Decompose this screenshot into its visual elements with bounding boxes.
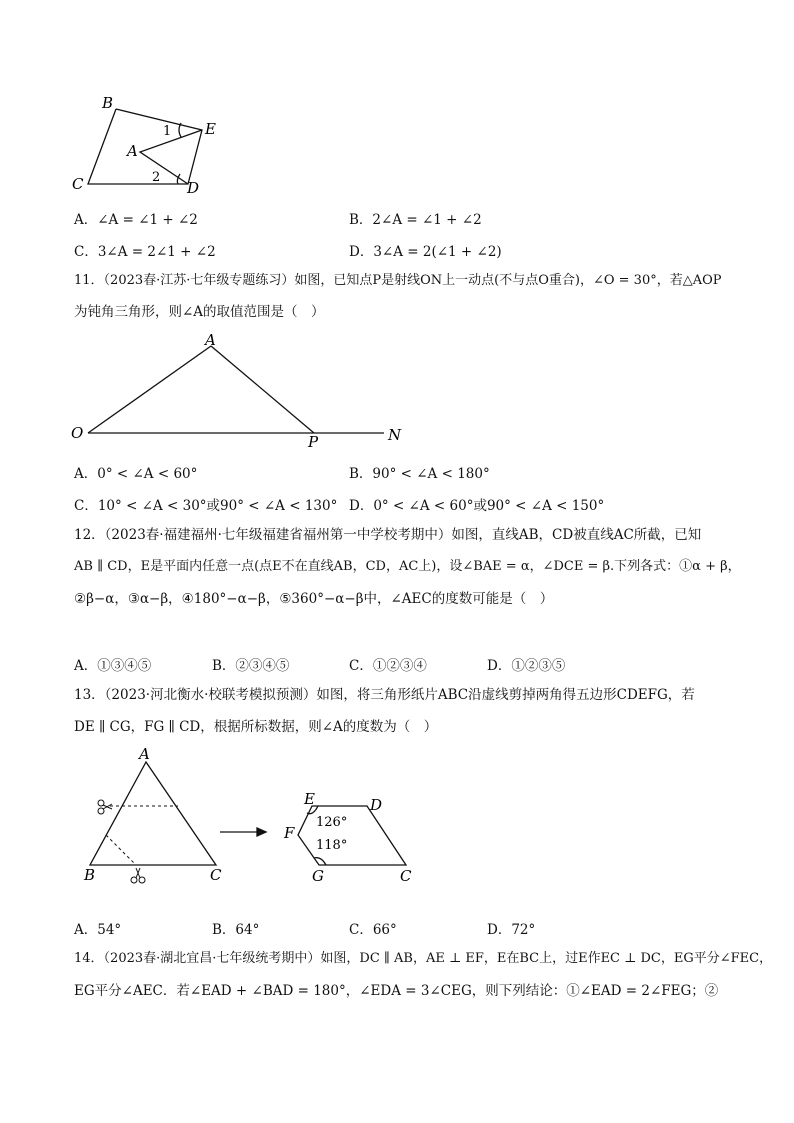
- label-angle-126: 126°: [316, 815, 348, 830]
- option-label: A．: [74, 922, 98, 938]
- label-d: D: [187, 179, 200, 197]
- label-angle-1: 1: [163, 124, 172, 139]
- option-text: 0° < ∠A < 60°或90° < ∠A < 150°: [373, 498, 605, 514]
- label-o: O: [71, 424, 84, 442]
- q10-option-c[interactable]: [74, 240, 216, 260]
- option-text: 3∠A = 2∠1 + ∠2: [97, 244, 216, 260]
- q14-stem-line-2: EG平分∠AEC．若∠EAD + ∠BAD = 180°，∠EDA = 3∠CEG，则下列结论：①∠EAD = 2∠FEG；②: [74, 983, 719, 999]
- option-text: 66°: [372, 922, 397, 938]
- option-label: B．: [212, 922, 236, 938]
- q11-segment-ap: [211, 346, 314, 433]
- label-a: A: [205, 331, 216, 349]
- q12-option-b[interactable]: [212, 654, 289, 674]
- option-label: C．: [74, 244, 98, 260]
- q10-option-d[interactable]: [349, 240, 502, 260]
- option-text: ①②③⑤: [511, 658, 566, 674]
- q13-option-c[interactable]: [349, 918, 397, 938]
- option-text: 3∠A = 2(∠1 + ∠2): [373, 244, 502, 260]
- label-f: F: [284, 824, 295, 842]
- q11-option-a[interactable]: [74, 462, 197, 482]
- option-label: C．: [349, 658, 373, 674]
- option-label: D．: [487, 922, 512, 938]
- option-label: B．: [349, 212, 373, 228]
- q13-option-d[interactable]: [487, 918, 535, 938]
- label-n: N: [388, 426, 402, 444]
- arrow-right-icon: [220, 828, 266, 836]
- label-e: E: [304, 790, 315, 808]
- option-text: 64°: [235, 922, 260, 938]
- q13-option-b[interactable]: [212, 918, 259, 938]
- scissors-icon: [98, 800, 112, 814]
- option-label: D．: [349, 498, 374, 514]
- option-text: 2∠A = ∠1 + ∠2: [372, 212, 482, 228]
- q13-option-a[interactable]: [74, 918, 121, 938]
- option-text: 10° < ∠A < 30°或90° < ∠A < 130°: [97, 498, 338, 514]
- q11-segment-oa: [88, 346, 211, 433]
- q14-stem-line-1: 14．（2023春·湖北宜昌·七年级统考期中）如图，DC ∥ AB，AE ⊥ EF，E在BC上，过E作EC ⊥ DC，EG平分∠FEC，: [74, 951, 773, 966]
- q10-figure: [60, 90, 230, 200]
- q12-option-a[interactable]: [74, 654, 151, 674]
- q11-option-d[interactable]: [349, 494, 604, 514]
- label-g: G: [312, 867, 324, 885]
- q12-stem-line-1: 12．（2023春·福建福州·七年级福建省福州第一中学校考期中）如图，直线AB，CD被直线AC所截，已知: [74, 527, 702, 543]
- q12-stem-line-2: AB ∥ CD，E是平面内任意一点(点E不在直线AB，CD，AC上)，设∠BAE = α，∠DCE = β.下列各式：①α + β，: [74, 559, 741, 574]
- option-text: ②③④⑤: [235, 658, 290, 674]
- q10-option-a[interactable]: [74, 208, 198, 228]
- label-b: B: [102, 94, 114, 112]
- option-text: ①②③④: [372, 658, 427, 674]
- label-d: D: [370, 796, 383, 814]
- option-text: ①③④⑤: [97, 658, 152, 674]
- option-label: C．: [74, 498, 98, 514]
- option-label: D．: [487, 658, 512, 674]
- option-text: 54°: [97, 922, 122, 938]
- q12-option-c[interactable]: [349, 654, 427, 674]
- q13-triangle: [90, 762, 216, 865]
- scissors-icon: [131, 868, 145, 883]
- option-text: ∠A = ∠1 + ∠2: [97, 212, 198, 228]
- q11-figure: [66, 330, 416, 448]
- q11-option-b[interactable]: [349, 462, 490, 482]
- option-text: 72°: [511, 922, 536, 938]
- option-label: A．: [74, 466, 98, 482]
- label-angle-118: 118°: [316, 838, 348, 853]
- q10-option-b[interactable]: [349, 208, 482, 228]
- q13-stem-line-2: DE ∥ CG，FG ∥ CD，根据所标数据，则∠A的度数为（ ）: [74, 719, 438, 735]
- option-label: B．: [212, 658, 236, 674]
- q11-stem-line-2: 为钝角三角形，则∠A的取值范围是（ ）: [74, 304, 325, 320]
- option-label: C．: [349, 922, 373, 938]
- q13-cut-line-left: [106, 835, 136, 865]
- q13-figure: [80, 742, 420, 890]
- q10-parallelogram: [88, 109, 202, 184]
- option-label: A．: [74, 658, 98, 674]
- label-c: C: [72, 175, 84, 193]
- option-text: 90° < ∠A < 180°: [372, 466, 490, 482]
- q12-option-d[interactable]: [487, 654, 565, 674]
- label-c: C: [400, 867, 412, 885]
- label-e: E: [205, 120, 216, 138]
- q13-pentagon: [298, 806, 406, 865]
- label-angle-2: 2: [152, 170, 161, 185]
- label-p: P: [308, 433, 319, 448]
- q11-option-c[interactable]: [74, 494, 337, 514]
- q13-stem-line-1: 13．（2023·河北衡水·校联考模拟预测）如图，将三角形纸片ABC沿虚线剪掉两角得五边形CDEFG，若: [74, 687, 695, 703]
- option-label: D．: [349, 244, 374, 260]
- label-b: B: [84, 866, 96, 884]
- q11-stem-line-1: 11．（2023春·江苏·七年级专题练习）如图，已知点P是射线ON上一动点(不与点O重合)，∠O = 30°，若△AOP: [74, 273, 722, 288]
- option-label: B．: [349, 466, 373, 482]
- label-c: C: [210, 866, 222, 884]
- label-a: A: [127, 142, 138, 160]
- option-text: 0° < ∠A < 60°: [97, 466, 198, 482]
- label-a: A: [139, 745, 150, 763]
- option-label: A．: [74, 212, 98, 228]
- q12-stem-line-3: ②β−α，③α−β，④180°−α−β，⑤360°−α−β中，∠AEC的度数可能是（ ）: [74, 591, 554, 607]
